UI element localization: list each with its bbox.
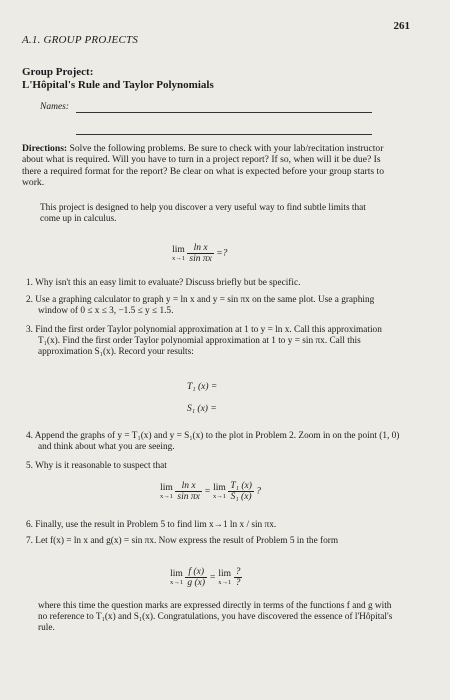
project-label: Group Project:: [22, 66, 94, 78]
problem-7-conclusion: where this time the question marks are expressed directly in terms of the functions f and g with no reference to T₁(x) and S₁(x). Congratulations, you have discovered the essence of l'Hôpital's rule.: [38, 601, 393, 634]
problem-4: 4. Append the graphs of y = T₁(x) and y = S₁(x) to the plot in Problem 2. Zoom in on the point (1, 0) and think about what you are seeing.: [26, 431, 400, 453]
directions: [22, 143, 392, 189]
s1-result: S₁ (x) =: [187, 404, 217, 414]
problem-5-expression: lim x→1 $\frac{\text{ln x}}{\text{sin πx}}$ = lim x→1 $\frac{\text{T₁ (x)}}{\text{S₁ (x)}}$ ?: [160, 481, 261, 502]
limit-operator: lim x→1: [172, 245, 185, 262]
names-label: Names:: [40, 102, 70, 112]
limit-tail: =?: [216, 248, 228, 259]
display-limit: [172, 243, 227, 264]
page-number: 261: [393, 20, 410, 32]
intro-paragraph: This project is designed to help you discover a very useful way to find subtle limits that come up in calculus.: [40, 203, 366, 225]
problem-7: 7. Let f(x) = ln x and g(x) = sin πx. Now express the result of Problem 5 in the form: [26, 536, 339, 546]
problem-1: 1. Why isn't this an easy limit to evaluate? Discuss briefly but be specific.: [26, 278, 301, 288]
problem-2: 2. Use a graphing calculator to graph y = ln x and y = sin πx on the same plot. Use a graphing window of 0 ≤ x ≤ 3, −1.5 ≤ y ≤ 1.5.: [26, 295, 375, 317]
limit-fraction: $\frac{\text{ln x}}{\text{sin πx}}$: [189, 243, 212, 264]
problem-6: 6. Finally, use the result in Problem 5 to find lim x→1 ln x / sin πx.: [26, 520, 277, 530]
names-line-2: [76, 134, 372, 135]
section-heading: A.1. GROUP PROJECTS: [22, 34, 139, 46]
directions-text: Solve the following problems. Be sure to check with your lab/recitation instructor about what is required. Will you have to turn in a project report? If so, when will it be due? Is there a required format for the report? Be clear on what is expected before your group starts to work.: [22, 143, 385, 189]
problem-7-expression: lim x→1 $\frac{f (x)}{g (x)}$ = lim x→1 $\frac{?}{?}$: [170, 567, 241, 588]
project-heading: [22, 66, 214, 92]
names-line-1: [76, 112, 372, 113]
problem-5: 5. Why is it reasonable to suspect that: [26, 461, 167, 471]
t1-result: T₁ (x) =: [187, 382, 218, 392]
problem-3: 3. Find the first order Taylor polynomial approximation at 1 to y = ln x. Call this approximation T₁(x). Find the first order Taylor polynomial approximation at 1 to y = sin πx. Call this approximation S₁(x). Record your results:: [26, 325, 382, 358]
project-title: L'Hôpital's Rule and Taylor Polynomials: [22, 79, 214, 91]
directions-prefix: Directions:: [22, 143, 68, 154]
